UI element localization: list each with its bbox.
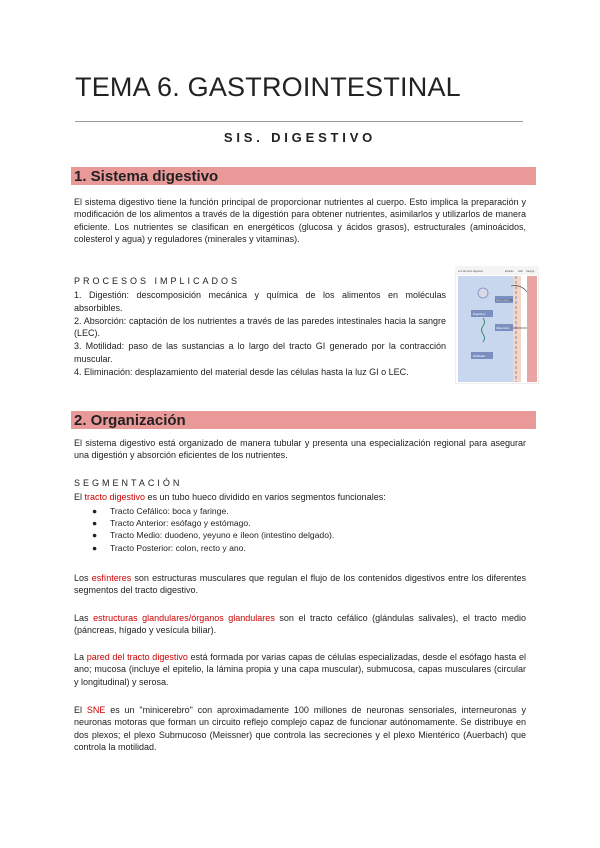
esfinteres-highlight: esfínteres (91, 573, 132, 583)
paragraph-sne: El SNE es un "minicerebro" con aproximadamente 100 millones de neuronas sensoriales, interneuronas y neuronas motoras que forman un circuito reflejo complejo capaz de funcionar autónomamente. Se distribuye en dos plexos; el plexo Submucoso (Meissner) que controla las secreciones y el plexo Mientérico (Auerbach) que controla la motilidad. (74, 705, 526, 752)
processes-list (74, 289, 446, 379)
process-item: 4. Eliminación: desplazamiento del material desde las células hasta la luz GI o LEC. (74, 366, 409, 377)
bullet-icon: ● (92, 542, 98, 553)
bullet-icon: ● (92, 530, 98, 541)
figure-box-absorption-label: Absorción (496, 326, 510, 330)
bullet-icon: ● (92, 518, 98, 529)
figure-lec (521, 276, 527, 382)
section-2-title: 2. Organización (74, 412, 186, 429)
segment-item (92, 529, 334, 541)
seg-highlight: tracto digestivo (84, 492, 146, 502)
figure-label-lumen: Luz del tubo digestivo (458, 270, 484, 273)
sne-highlight: SNE (86, 705, 106, 715)
glandulas-highlight: estructuras glandulares/órganos glandulares (93, 613, 275, 623)
process-item: 2. Absorción: captación de los nutrientes a través de las paredes intestinales hacia la sangre (LEC). (74, 315, 446, 339)
pared-highlight: pared del tracto digestivo (86, 652, 188, 662)
figure-box-motility-label: Motilidad (473, 354, 486, 358)
document-subtitle: SIS. DIGESTIVO (223, 130, 377, 145)
segment-item (92, 517, 334, 529)
figure-label-blood: Sangre (526, 270, 535, 273)
section-1-intro: El sistema digestivo tiene la función principal de proporcionar nutrientes al cuerpo. Esto implica la preparación y modificación de los alimentos a través de la digestión para obtener nutrientes, asimilarlos y utilizarlos de manera eficiente. Los nutrientes se clasifican en energéticos (glucosa y ácidos grasos), estructurales (aminoácidos, colesterol y agua) y reguladores (minerales y vitaminas). (74, 197, 526, 244)
paragraph-pared: La pared del tracto digestivo está formada por varias capas de células especializadas, desde el esófago hasta el ano; mucosa (incluye el epitelio, la lámina propia y una capa muscular), submucosa, capas musculares (circular y longitudinal) y serosa. (74, 652, 527, 687)
paragraph-glandulas: Las estructuras glandulares/órganos glandulares son el tracto cefálico (glándulas salivales), el tracto medio (páncreas, hígado y vesícula biliar). (74, 613, 526, 636)
section-1-title: 1. Sistema digestivo (74, 168, 219, 185)
figure-box-secretion-label: Secreción (496, 298, 510, 302)
figure-food-particle (478, 288, 488, 298)
seg-pre: El (74, 492, 85, 502)
document-title: TEMA 6. GASTROINTESTINAL (75, 72, 461, 102)
process-item: 3. Motilidad: paso de las sustancias a lo largo del tracto GI generado por la contracción muscular. (74, 341, 446, 364)
segment-text: Tracto Posterior: colon, recto y ano. (110, 542, 246, 553)
figure-box-digestion-label: Digestión (473, 312, 486, 316)
segment-item (92, 542, 334, 554)
segment-item (92, 505, 334, 517)
digestive-processes-figure (455, 266, 539, 384)
title-divider (75, 121, 523, 122)
figure-label-lec: LEC (518, 270, 524, 273)
segments-list (92, 505, 334, 554)
process-item: 1. Digestión: descomposición mecánica y química de los alimentos en moléculas absorbibles. (74, 290, 446, 313)
segment-text: Tracto Anterior: esófago y estómago. (110, 518, 251, 529)
section-2-intro: El sistema digestivo está organizado de manera tubular y presenta una especialización regional para asegurar una digestión y absorción eficientes de los nutrientes. (74, 438, 526, 461)
processes-heading: PROCESOS IMPLICADOS (74, 276, 241, 286)
figure-blood-vessel (527, 276, 537, 382)
segment-text: Tracto Medio: duodeno, yeyuno e íleon (intestino delgado). (110, 530, 335, 541)
bullet-icon: ● (92, 506, 98, 516)
figure-epithelium (513, 276, 521, 382)
paragraph-esfinteres: Los esfínteres son estructuras musculares que regulan el flujo de los contenidos digestivos entre los diferentes segmentos del tracto digestivo. (74, 573, 527, 596)
seg-post: es un tubo hueco dividido en varios segmentos funcionales: (145, 492, 386, 502)
segmentation-heading: SEGMENTACIÓN (74, 478, 183, 488)
figure-label-epithelium: Epitelio (505, 270, 514, 273)
segmentation-intro (74, 491, 526, 503)
segment-text: Tracto Cefálico: boca y faringe. (110, 506, 229, 516)
